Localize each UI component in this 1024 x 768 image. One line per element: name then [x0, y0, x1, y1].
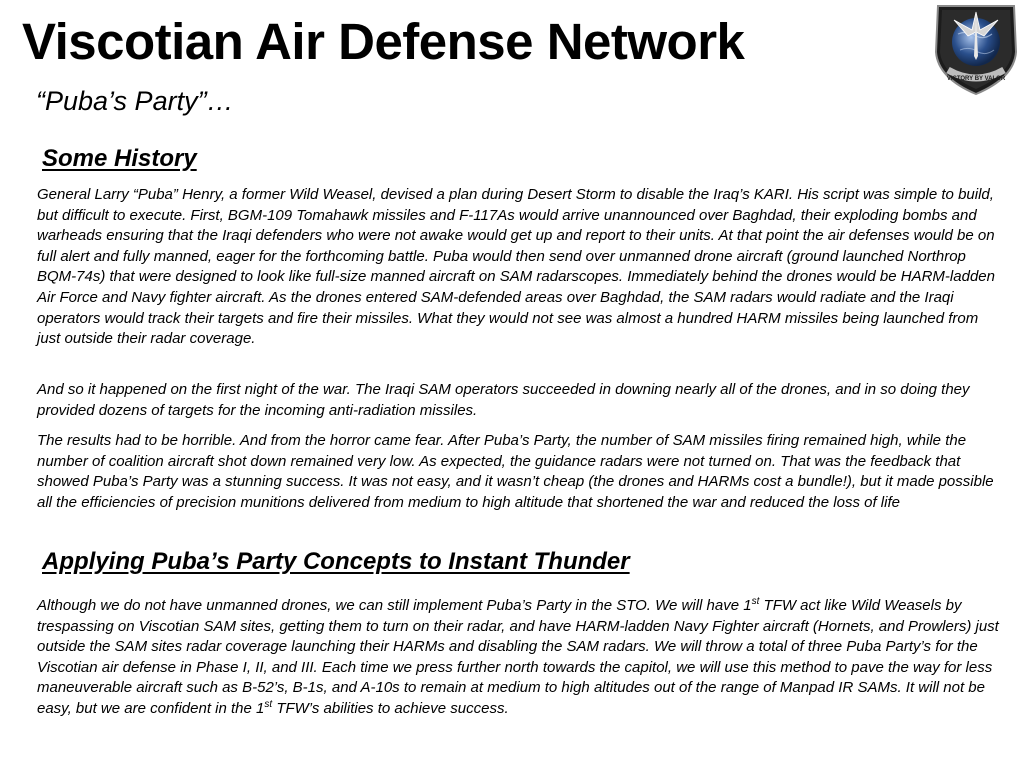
superscript-st: st	[264, 698, 273, 710]
applying-text-c: TFW’s abilities to achieve success.	[272, 699, 509, 717]
page-title: Viscotian Air Defense Network	[22, 13, 745, 70]
applying-text-a: Although we do not have unmanned drones, we can still implement Puba’s Party in the STO. We will have 1	[37, 597, 752, 614]
history-paragraph-1: General Larry “Puba” Henry, a former Wild Weasel, devised a plan during Desert Storm to disable the Iraq’s KARI. His script was simple to build, but difficult to execute. First, BGM-109 Tomahawk missiles and F-117As would arrive unannounced over Baghdad, their exploding bombs and warheads ensuring that the Iraqi defenders who were not awake would get up and report to their units. At that point the air defenses would be on full alert and fully manned, eager for the forthcoming battle. Puba would then send over unmanned drone aircraft (ground launched Northrop BQM-74s) that were designed to look like full-size manned aircraft on SAM radarscopes. Immediately behind the drones would be HARM-ladden Air Force and Navy fighter aircraft. As the drones entered SAM-defended areas over Baghdad, the SAM radars would radiate and the Iraqi operators would track their targets and fire their missiles. What they would not see was almost a hundred HARM missiles being launched from just outside their radar coverage.	[37, 186, 995, 348]
section-heading-some-history: Some History	[42, 145, 197, 172]
applying-paragraph	[37, 596, 999, 720]
section-heading-applying-concepts: Applying Puba’s Party Concepts to Instant Thunder	[42, 548, 630, 575]
air-force-wing-emblem-icon	[928, 0, 1024, 96]
page-subtitle: “Puba’s Party”…	[36, 86, 234, 116]
applying-text-b: TFW act like Wild Weasels by trespassing on Viscotian SAM sites, getting them to turn on their radar, and have HARM-ladden Navy Fighter aircraft (Hornets, and Prowlers) just outside the SAM sites radar coverage launching their HARMs and disabling the SAM radars. We will throw a total of three Puba Party’s for the Viscotian air defense in Phase I, II, and III. Each time we press further north towards the capitol, we will use this method to pave the way for less maneuverable aircraft such as B-52’s, B-1s, and A-10s to remain at medium to high altitudes out of the range of Manpad IR SAMs. It will not be easy, but we are confident in the 1	[37, 597, 999, 717]
history-paragraph-3: The results had to be horrible. And from the horror came fear. After Puba’s Party, the number of SAM missiles firing remained high, while the number of coalition aircraft shot down remained very low. As expected, the guidance radars were not turned on. That was the feedback that showed Puba’s Party was a stunning success. It was not easy, and it wasn’t cheap (the drones and HARMs cost a bundle!), but it made possible all the efficiencies of precision munitions delivered from medium to high altitude that shortened the war and reduced the loss of life	[37, 432, 994, 511]
superscript-st: st	[751, 596, 760, 607]
history-paragraph-2: And so it happened on the first night of the war. The Iraqi SAM operators succeeded in downing nearly all of the drones, and in so doing they provided dozens of targets for the incoming anti-radiation missiles.	[37, 381, 970, 419]
svg-text:VICTORY BY VALOR: VICTORY BY VALOR	[946, 76, 1006, 82]
